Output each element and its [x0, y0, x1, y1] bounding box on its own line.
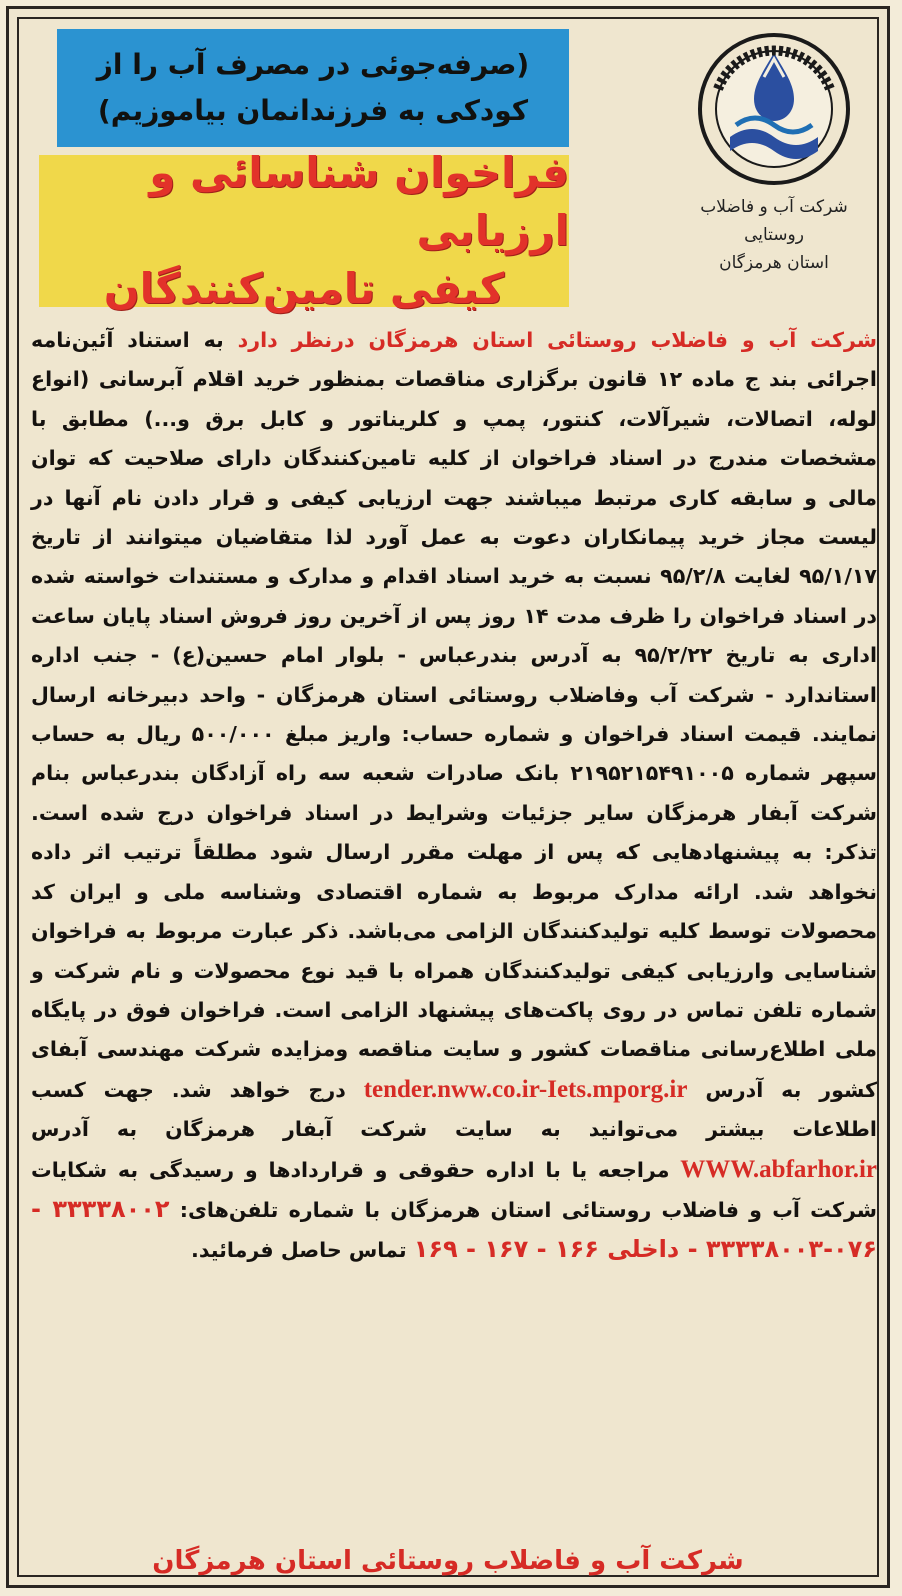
- advertisement-page: [6, 6, 890, 1588]
- water-saving-slogan: [57, 29, 569, 147]
- water-company-logo-icon: [694, 29, 854, 189]
- announcement-title: [39, 148, 569, 313]
- company-website-link[interactable]: WWW.abfarhor.ir: [680, 1155, 877, 1183]
- logo-province-name: استان هرمزگان: [719, 253, 829, 273]
- logo-company-name: شرکت آب و فاضلاب روستایی: [700, 197, 848, 245]
- body-paragraph-3: مراجعه یا با اداره حقوقی و قراردادها و رسیدگی به شکایات شرکت آب و فاضلاب روستائی استان هرمزگان با شماره تلفن‌های:: [31, 1157, 878, 1222]
- lead-company-phrase: شرکت آب و فاضلاب روستائی استان هرمزگان درنظر دارد: [237, 328, 878, 352]
- body-paragraph-1: به استناد آئین‌نامه اجرائی بند ج ماده ۱۲ قانون برگزاری مناقصات بمنظور خرید اقلام آبرسانی (انواع لوله، اتصالات، شیرآلات، کنتور، پمپ و کلریناتور و کابل برق و...) مطابق با مشخصات مندرج در اسناد فراخوان از کلیه تامین‌کنندگان دارای صلاحیت که توان مالی و سابقه کاری مرتبط میباشند جهت ارزیابی کیفی و قرار دادن نام آنها در لیست مجاز خرید پیمانکاران دعوت به عمل آورد لذا متقاضیان میتوانند از تاریخ ۹۵/۱/۱۷ لغایت ۹۵/۲/۸ نسبت به خرید اسناد اقدام و مدارک و مستندات خواسته شده در اسناد فراخوان را ظرف مدت ۱۴ روز پس از آخرین روز فروش اسناد پایان ساعت اداری به تاریخ ۹۵/۲/۲۲ به آدرس بندرعباس - بلوار امام حسین(ع) - جنب اداره استاندارد - شرکت آب وفاضلاب روستائی استان هرمزگان - واحد دبیرخانه ارسال نمایند. قیمت اسناد فراخوان و شماره حساب: واریز مبلغ ۵۰۰/۰۰۰ ریال به حساب سپهر شماره ۲۱۹۵۲۱۵۴۹۱۰۰۵ بانک صادرات شعبه سه راه آزادگان بندرعباس بنام شرکت آبفار هرمزگان سایر جزئیات وشرایط در اسناد فراخوان درج شده است. تذکر: به پیشنهادهایی که پس از مهلت مقرر ارسال شود مطلقاً ترتیب اثر داده نخواهد شد. ارائه مدارک مربوط به شماره اقتصادی وشناسه ملی و ایران کد محصولات توسط کلیه تولیدکنندگان الزامی می‌باشد. ذکر عبارت مربوط به فراخوان شناسایی وارزیابی کیفی تولیدکنندگان همراه با قید نوع محصولات و نام شرکت و شماره تلفن تماس در روی پاکت‌های پیشنهاد الزامی است. فراخوان فوق در پایگاه ملی اطلاع‌رسانی مناقصات کشور و سایت مناقصه ومزایده شرکت مهندسی آبفای کشور به آدرس: [31, 328, 878, 1102]
- logo-company-caption: [679, 193, 869, 277]
- title-line-2: کیفی تامین‌کنندگان: [103, 264, 505, 313]
- announcement-body: [31, 321, 877, 1271]
- tender-website-link[interactable]: tender.nww.co.ir-Iets.mporg.ir: [363, 1075, 688, 1103]
- slogan-line-1: (صرفه‌جوئی در مصرف آب را از: [96, 48, 530, 81]
- slogan-line-2: کودکی به فرزندانمان بیاموزیم): [97, 94, 529, 127]
- body-paragraph-4: تماس حاصل فرمائید.: [191, 1238, 414, 1263]
- footer-signature: شرکت آب و فاضلاب روستائی استان هرمزگان: [152, 1546, 744, 1576]
- body-paragraph-2: درج خواهد شد. جهت کسب اطلاعات بیشتر می‌توانید به سایت شرکت آبفار هرمزگان به آدرس: [31, 1077, 877, 1142]
- title-line-1: فراخوان شناسائی و ارزیابی: [149, 148, 569, 255]
- company-logo-block: [679, 23, 869, 303]
- contact-phone-numbers: ۳۳۳۳۸۰۰۲ - ۰۷۶-۳۳۳۳۸۰۰۳ - داخلی ۱۶۶ - ۱۶۷ - ۱۶۹: [31, 1194, 877, 1264]
